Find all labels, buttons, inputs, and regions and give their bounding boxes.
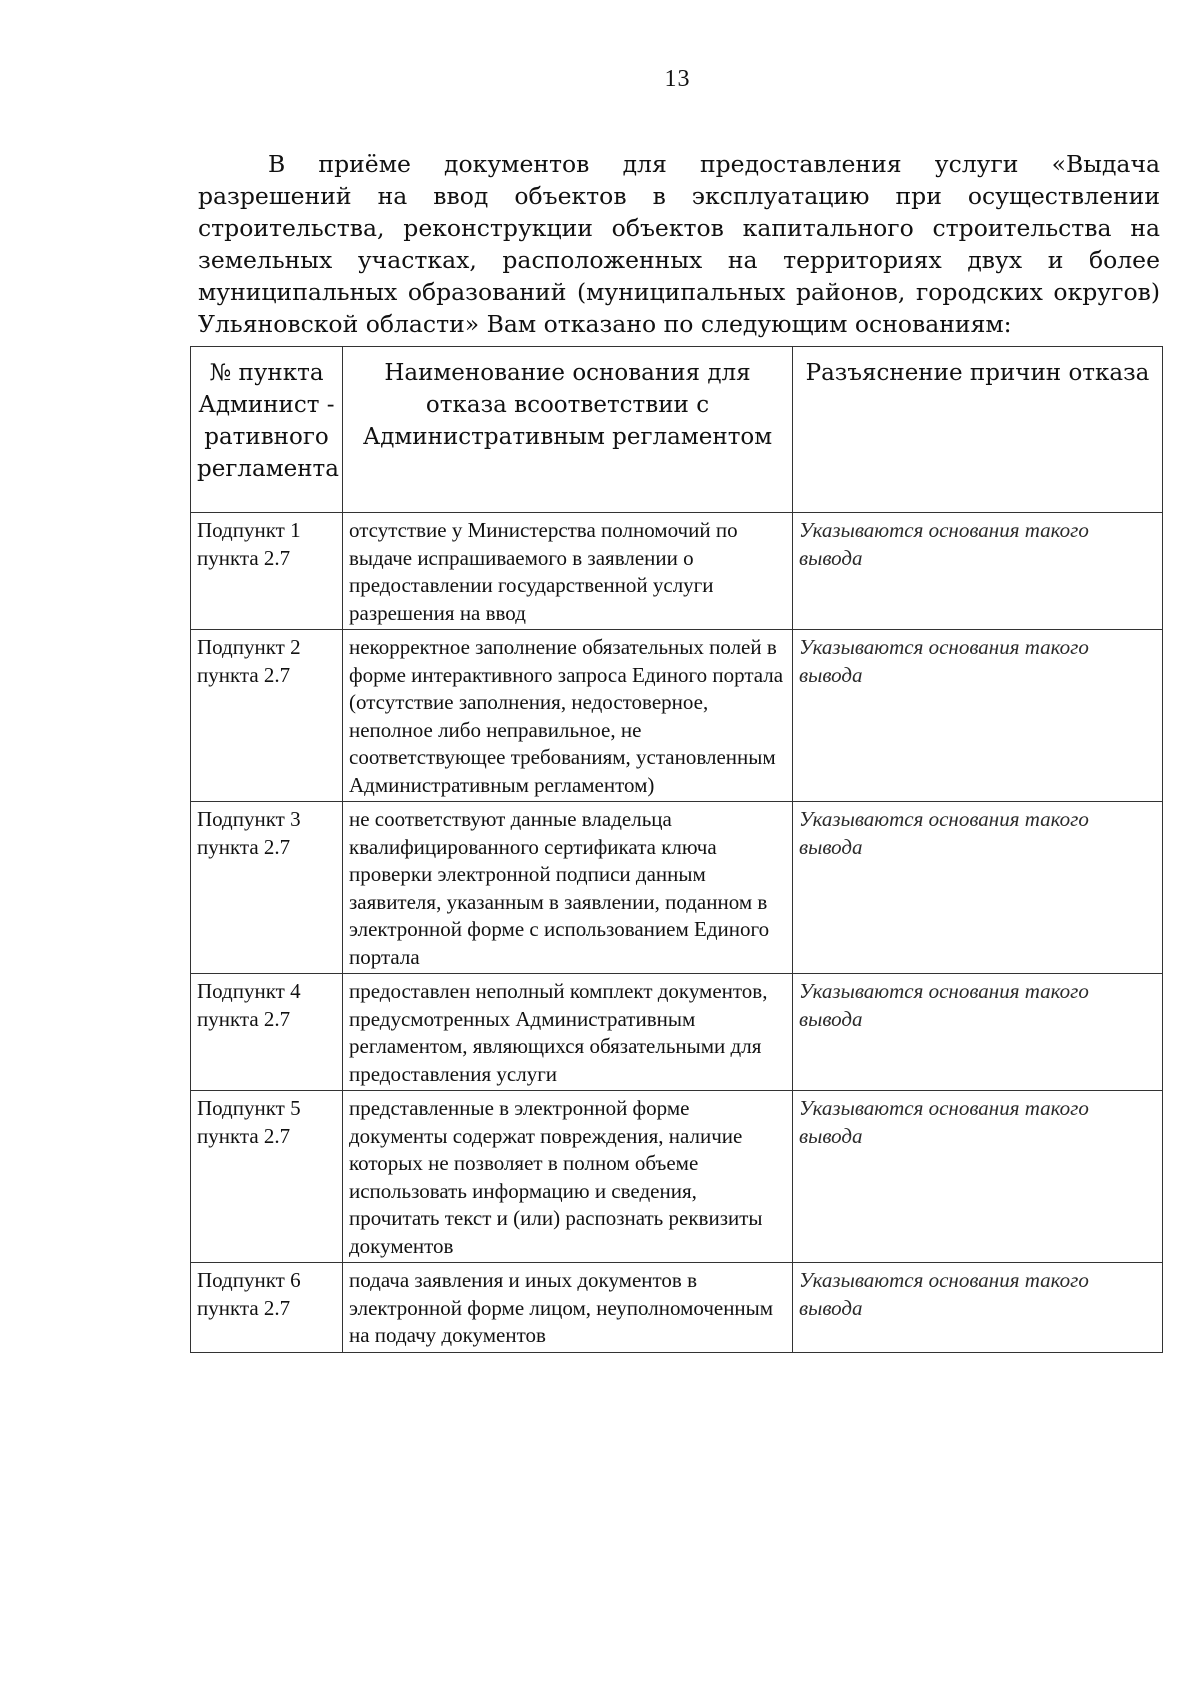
table-row <box>191 1091 1163 1263</box>
row-explanation: Указываются основания такого вывода <box>793 974 1163 1091</box>
row-item-number: Подпункт 1 пункта 2.7 <box>191 513 343 630</box>
row-explanation: Указываются основания такого вывода <box>793 1091 1163 1263</box>
intro-paragraph: В приёме документов для предоставления услуги «Выдача разрешений на ввод объектов в эксплуатацию при осуществлении строительства, реконструкции объектов капитального строительства на земельных участках, расположенных на территориях двух и более муниципальных образований (муниципальных районов, городских округов) Ульяновской области» Вам отказано по следующим основаниям: <box>198 150 1160 338</box>
row-explanation: Указываются основания такого вывода <box>793 802 1163 974</box>
row-item-number: Подпункт 4 пункта 2.7 <box>191 974 343 1091</box>
table-row <box>191 630 1163 802</box>
table-row <box>191 974 1163 1091</box>
header-item-number: № пункта Админист - ративного регламента <box>191 347 343 513</box>
row-explanation: Указываются основания такого вывода <box>793 1263 1163 1353</box>
row-ground-name: предоставлен неполный комплект документов, предусмотренных Административным регламентом, являющихся обязательными для предоставления услуги <box>343 974 793 1091</box>
page-number: 13 <box>664 66 691 92</box>
row-item-number: Подпункт 2 пункта 2.7 <box>191 630 343 802</box>
row-explanation: Указываются основания такого вывода <box>793 513 1163 630</box>
table-header-row <box>191 347 1163 513</box>
table-row <box>191 1263 1163 1353</box>
row-ground-name: не соответствуют данные владельца квалифицированного сертификата ключа проверки электронной подписи данным заявителя, указанным в заявлении, поданном в электронной форме с использованием Единого портала <box>343 802 793 974</box>
row-ground-name: отсутствие у Министерства полномочий по выдаче испрашиваемого в заявлении о предоставлении государственной услуги разрешения на ввод <box>343 513 793 630</box>
row-explanation: Указываются основания такого вывода <box>793 630 1163 802</box>
row-ground-name: подача заявления и иных документов в электронной форме лицом, неуполномоченным на подачу документов <box>343 1263 793 1353</box>
table-row <box>191 513 1163 630</box>
row-item-number: Подпункт 6 пункта 2.7 <box>191 1263 343 1353</box>
table-row <box>191 802 1163 974</box>
row-ground-name: некорректное заполнение обязательных полей в форме интерактивного запроса Единого портала (отсутствие заполнения, недостоверное, неполное либо неправильное, не соответствующее требованиям, установленным Административным регламентом) <box>343 630 793 802</box>
header-ground-name: Наименование основания для отказа всоответствии с Административным регламентом <box>343 347 793 513</box>
row-item-number: Подпункт 5 пункта 2.7 <box>191 1091 343 1263</box>
refusal-grounds-table <box>190 346 1163 1353</box>
header-explanation: Разъяснение причин отказа <box>793 347 1163 513</box>
row-ground-name: представленные в электронной форме документы содержат повреждения, наличие которых не позволяет в полном объеме использовать информацию и сведения, прочитать текст и (или) распознать реквизиты документов <box>343 1091 793 1263</box>
row-item-number: Подпункт 3 пункта 2.7 <box>191 802 343 974</box>
